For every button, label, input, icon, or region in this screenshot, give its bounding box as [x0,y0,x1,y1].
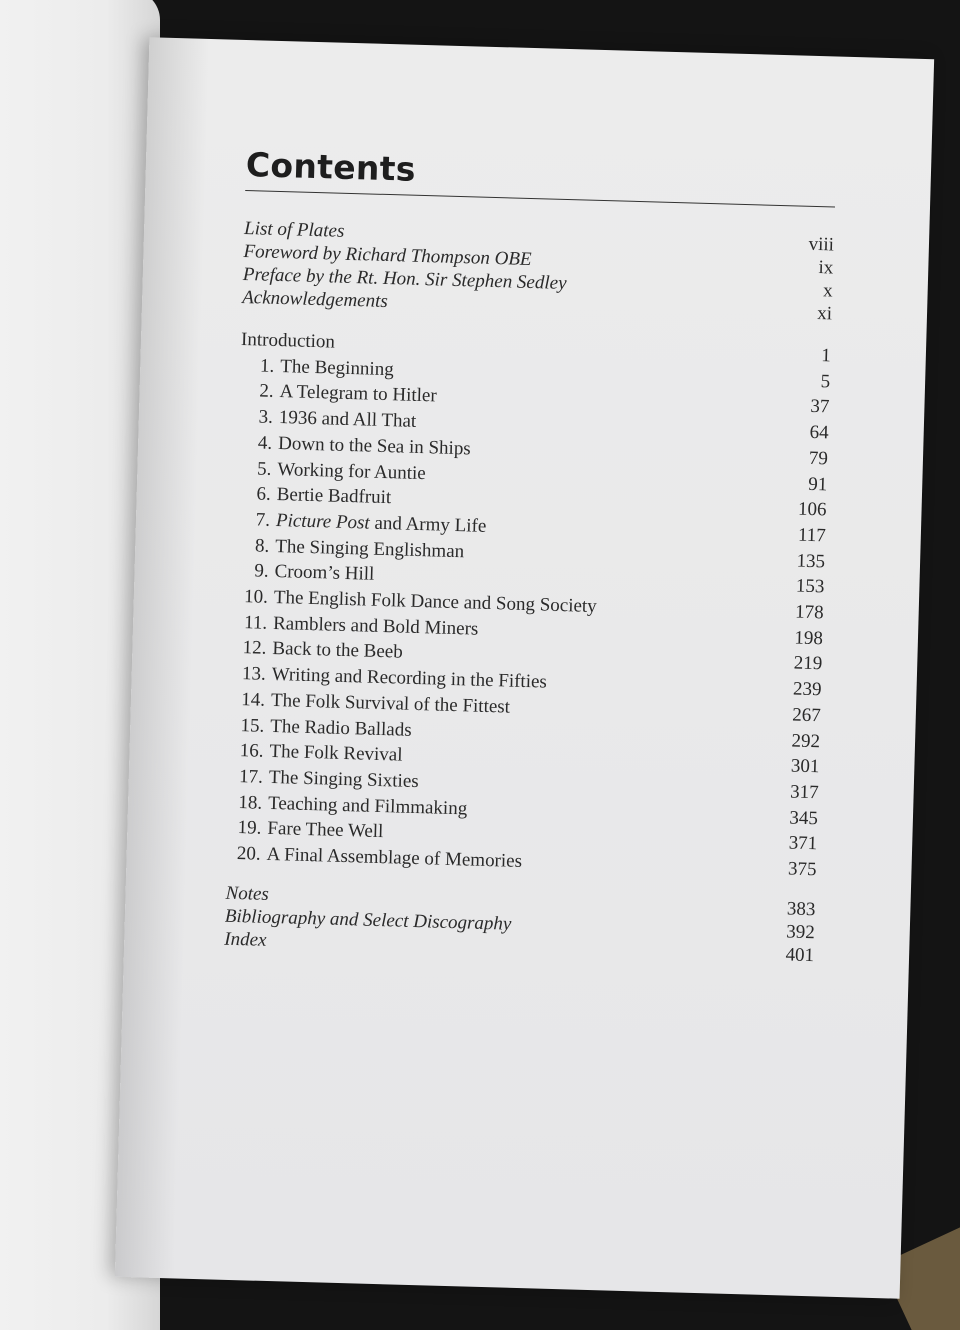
chapter-page: 178 [794,601,824,624]
chapter-title: Teaching and Filmmaking [267,792,468,820]
chapter-page: 301 [790,755,820,778]
chapter-page: 375 [787,858,817,881]
chapter-number: 8. [254,535,270,557]
chapter-page: 153 [795,575,825,598]
chapter-page: 5 [820,370,831,393]
chapter-number: 16. [239,740,264,762]
chapter-page: 37 [810,396,830,418]
entry-page: 1 [821,345,832,367]
entry-label: Acknowledgements [241,286,389,313]
chapter-page: 267 [792,704,822,727]
chapter-page: 371 [788,832,818,855]
entry-label: Foreword by Richard Thompson OBE [243,240,532,271]
entry-page: viii [808,233,835,256]
entry-page: xi [816,303,833,325]
chapter-list [226,353,830,883]
contents-block [224,145,836,967]
chapter-title: Working for Auntie [277,458,427,484]
chapter-title: The Singing Sixties [268,766,419,793]
chapter-title: Down to the Sea in Ships [277,432,472,460]
chapter-page: 117 [797,524,827,547]
chapter-title: Ramblers and Bold Miners [272,612,479,640]
entry-page: 383 [786,898,816,920]
front-matter-list [242,217,834,325]
chapter-number: 6. [256,483,272,506]
entry-page: x [822,280,833,302]
chapter-number: 13. [241,663,267,685]
chapter-title: Back to the Beeb [272,638,404,664]
chapter-number: 5. [256,457,272,480]
back-matter-list [224,882,816,967]
chapter-title: 1936 and All That [278,407,417,432]
chapter-number: 14. [240,688,266,711]
chapter-page: 135 [796,550,826,572]
chapter-page: 198 [794,627,824,650]
chapter-title: A Final Assemblage of Memories [266,843,523,873]
entry-label: List of Plates [243,218,345,242]
chapter-page: 79 [808,447,829,470]
chapter-title: The Radio Ballads [269,715,412,741]
chapter-title: The Folk Survival of the Fittest [270,689,511,718]
chapter-title: Writing and Recording in the Fifties [271,664,548,693]
entry-label: Introduction [240,328,336,353]
chapter-number: 17. [238,766,264,788]
chapter-number: 10. [243,586,269,608]
chapter-number: 19. [237,817,262,840]
chapter-number: 1. [259,355,275,377]
chapter-number: 4. [257,432,273,454]
entry-page: 401 [785,944,815,966]
chapter-page: 64 [809,421,829,444]
chapter-number: 12. [242,637,267,660]
chapter-number: 2. [259,380,274,403]
chapter-number: 18. [238,791,263,814]
chapter-number: 15. [240,714,265,737]
entry-label: Preface by the Rt. Hon. Sir Stephen Sedley [242,263,567,295]
chapter-number: 9. [254,560,269,583]
entry-page: 392 [785,921,816,943]
chapter-page: 106 [797,498,827,521]
entry-label: Notes [225,882,270,905]
chapter-page: 91 [807,473,828,495]
chapter-number: 7. [255,509,271,531]
chapter-title-italic: Picture Post [275,509,371,534]
entry-label: Bibliography and Select Discography [224,905,512,935]
chapter-number: 11. [243,611,268,634]
chapter-page: 317 [789,781,819,804]
chapter-page: 239 [792,678,822,701]
book-page [115,37,934,1298]
chapter-title: Bertie Badfruit [276,484,392,509]
chapter-title: The Singing Englishman [275,535,465,562]
page-title: Contents [245,145,417,189]
chapter-title: and Army Life [369,512,487,537]
chapter-page: 345 [789,807,819,829]
entry-label: Index [224,928,267,951]
chapter-page: 219 [793,652,823,675]
chapter-page: 292 [791,730,821,752]
chapter-number: 3. [258,406,274,428]
chapter-title: Fare Thee Well [267,818,384,843]
chapter-title: A Telegram to Hitler [279,381,437,407]
chapter-title: The Folk Revival [269,741,403,766]
chapter-title: The Beginning [280,355,395,380]
chapter-title: Croom’s Hill [274,561,375,586]
chapter-title: The English Folk Dance and Song Society [273,587,598,618]
entry-page: ix [818,257,834,279]
chapter-number: 20. [236,843,261,865]
